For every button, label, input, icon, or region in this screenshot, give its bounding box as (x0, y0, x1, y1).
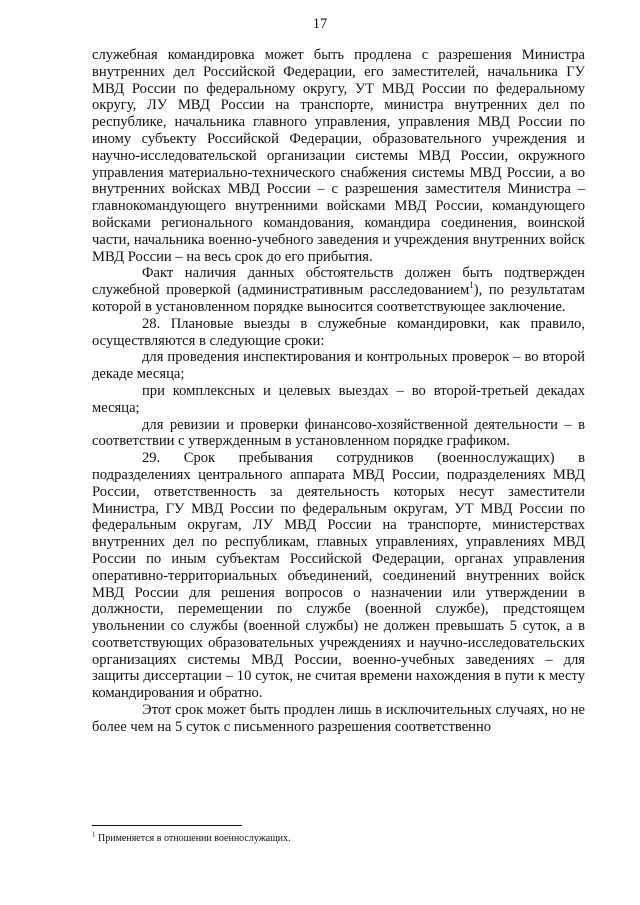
footnote-divider (92, 825, 242, 826)
paragraph-1: служебная командировка может быть продлена с разрешения Министра внутренних дел Российской Федерации, его заместителей, начальника ГУ МВД России по федеральному округу, УТ МВД России по федеральному округу, ЛУ МВД России на транспорте, министра внутренних дел по республике, начальника главного управления, управления МВД России по иному субъекту Российской Федерации, образовательного учреждения и научно-исследовательской организации системы МВД России, окружного управления материально-технического снабжения системы МВД России, а во внутренних войсках МВД России – с разрешения заместителя Министра – главнокомандующего внутренними войсками МВД России, командующего войсками регионального командования, командира соединения, воинской части, начальника военно-учебного заведения и учреждения внутренних войск МВД России – на весь срок до его прибытия. (92, 47, 585, 265)
paragraph-2-text-after: ), по результатам которой в установленном порядке выносится соответствующее заключение. (92, 282, 585, 315)
body-text (92, 47, 585, 736)
page-number: 17 (312, 16, 328, 32)
paragraph-2 (92, 265, 585, 315)
paragraph-8: Этот срок может быть продлен лишь в исключительных случаях, но не более чем на 5 суток с письменного разрешения соответственно (92, 702, 585, 735)
paragraph-6: для ревизии и проверки финансово-хозяйственной деятельности – в соответствии с утвержденным в установленном порядке графиком. (92, 416, 585, 450)
footnote (92, 830, 291, 845)
paragraph-7: 29. Срок пребывания сотрудников (военнослужащих) в подразделениях центрального аппарата МВД России, подразделениях МВД России, ответственность за деятельность которых несут заместители Министра, ГУ МВД России по федеральным округам, УТ МВД России по федеральным округам, ЛУ МВД России на транспорте, министерствах внутренних дел по республикам, главных управлениях, управлениях МВД России по иным субъектам Российской Федерации, органах управления оперативно-территориальных объединений, соединений внутренних войск МВД России для решения вопросов о назначении или утверждении в должности, перемещении по службе (военной службе), предстоящем увольнении со службы (военной службы) не должен превышать 5 суток, а в соответствующих образовательных учреждениях и научно-исследовательских организациях системы МВД России, военно-учебных заведениях – для защиты диссертации – 10 суток, не считая времени нахождения в пути к месту командирования и обратно. (92, 450, 585, 702)
paragraph-5: при комплексных и целевых выездах – во второй-третьей декадах месяца; (92, 382, 585, 416)
paragraph-2-text-before: Факт наличия данных обстоятельств должен быть подтвержден служебной проверкой (административным расследованием (92, 265, 585, 299)
footnote-text: Применяется в отношении военнослужащих. (98, 833, 291, 844)
footnote-reference: 1 (469, 280, 474, 291)
footnote-marker: 1 (92, 830, 96, 839)
paragraph-3: 28. Плановые выезды в служебные командировки, как правило, осуществляются в следующие сроки: (92, 315, 585, 349)
paragraph-4: для проведения инспектирования и контрольных проверок – во второй декаде месяца; (92, 349, 585, 383)
